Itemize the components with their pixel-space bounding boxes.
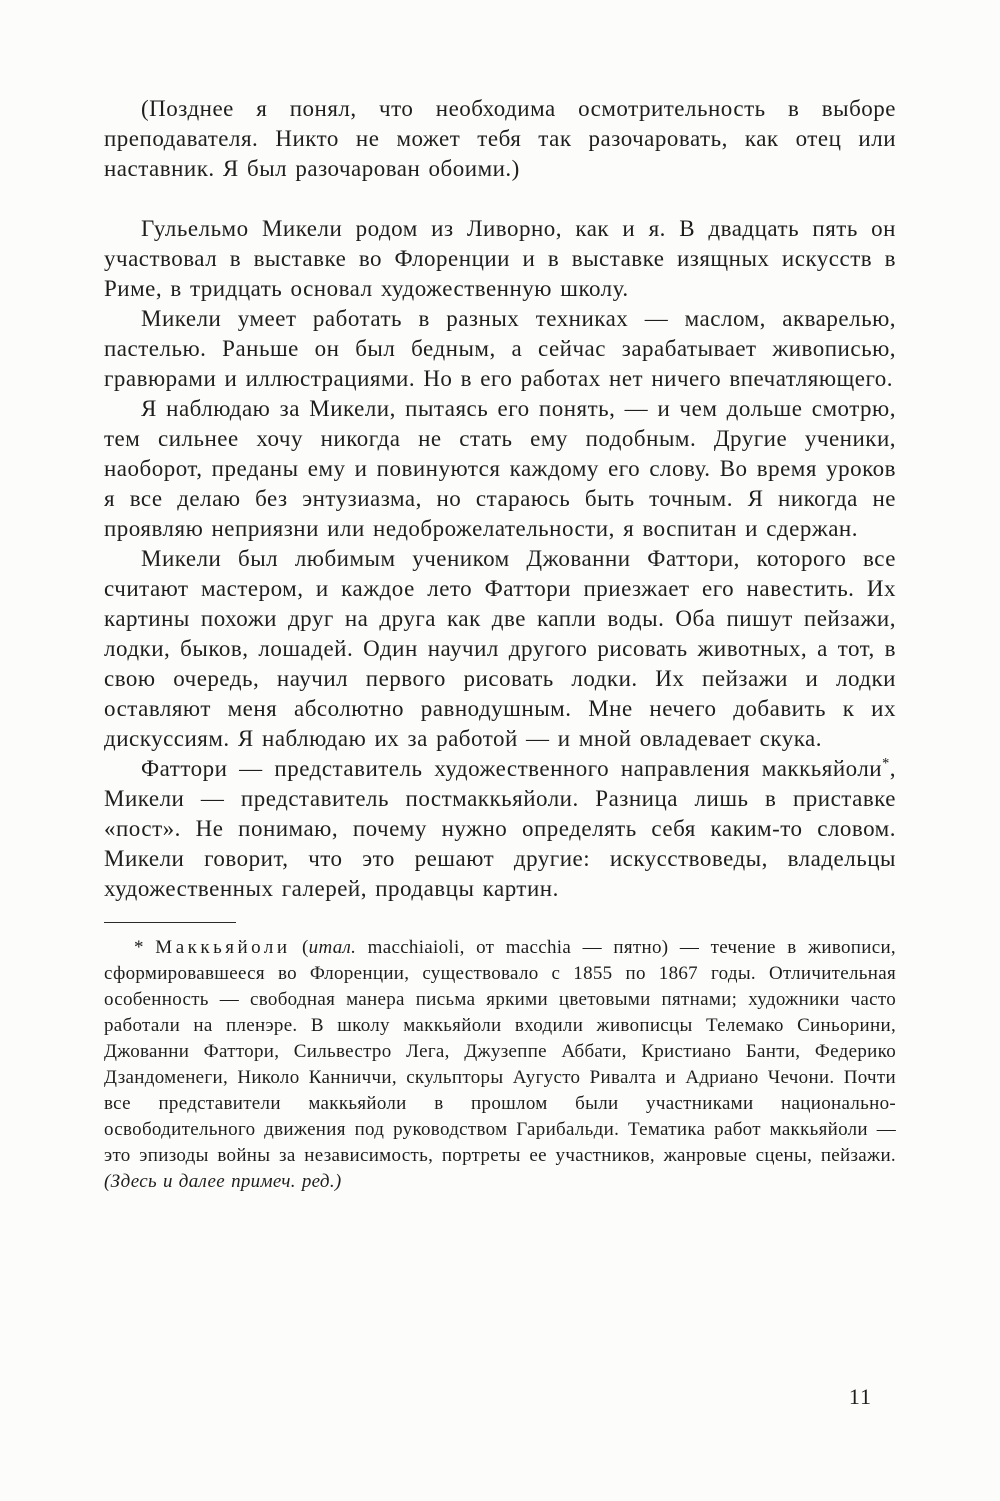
page-number: 11: [848, 1384, 872, 1409]
paragraph-6-text: Фаттори — представитель художественного направления маккьяйоли: [141, 756, 883, 781]
footnote-section: [104, 922, 896, 1195]
paragraph-6-continuation: , Микели — представитель постмаккьяйоли. Разница лишь в приставке «пост». Не понимаю, почему нужно определять себя каким-то словом. Микели говорит, что это решают другие: искусствоведы, владельцы художественных галерей, продавцы картин.: [104, 756, 896, 901]
footnote-open-paren: (: [290, 937, 309, 958]
paragraph-6: [104, 754, 896, 904]
footnote-definition: macchiaioli, от macchia — пятно) — течение в живописи, сформировавшееся во Флоренции, существовало с 1855 по 1867 годы. Отличительная особенность — свободная манера письма яркими цветовыми пятнами; художники часто работали на пленэре. В школу маккьяйоли входили живописцы Телемако Синьорини, Джованни Фаттори, Сильвестро Лега, Джузеппе Аббати, Кристиано Банти, Федерико Дзандоменеги, Николо Канниччи, скульпторы Аугусто Ривалта и Адриано Чечони. Почти все представители маккьяйоли в прошлом были участниками национально-освободительного движения под руководством Гарибальди. Тематика работ маккьяйоли — это эпизоды войны за независимость, портреты ее участников, жанровые сцены, пейзажи.: [104, 937, 896, 1166]
paragraph-4: Я наблюдаю за Микели, пытаясь его понять, — и чем дольше смотрю, тем сильнее хочу никогда не стать ему подобным. Другие ученики, наоборот, преданы ему и повинуются каждому его слову. Во время уроков я все делаю без энтузиазма, но стараюсь быть точным. Я никогда не проявляю неприязни или недоброжелательности, я воспитан и сдержан.: [104, 396, 896, 541]
paragraph-5: Микели был любимым учеником Джованни Фаттори, которого все считают мастером, и каждое лето Фаттори приезжает его навестить. Их картины похожи друг на друга как две капли воды. Оба пишут пейзажи, лодки, быков, лошадей. Один научил другого рисовать животных, а тот, в свою очередь, научил первого рисовать лодки. Их пейзажи и лодки оставляют меня абсолютно равнодушным. Мне нечего добавить к их дискуссиям. Я наблюдаю их за работой — и мной овладевает скука.: [104, 546, 896, 751]
footnote-reference-asterisk: *: [882, 755, 890, 772]
paragraph-3: Микели умеет работать в разных техниках — маслом, акварелью, пастелью. Раньше он был бедным, а сейчас зарабатывает живописью, гравюрами и иллюстрациями. Но в его работах нет ничего впечатляющего.: [104, 306, 896, 391]
footnote-lang-label: итал.: [308, 937, 357, 958]
paragraph-2: Гульельмо Микели родом из Ливорно, как и я. В двадцать пять он участвовал в выставке во Флоренции и в выставке изящных искусств в Риме, в тридцать основал художественную школу.: [104, 216, 896, 301]
footnote-marker: *: [134, 937, 144, 958]
footnote-term: Маккьяйоли: [155, 937, 291, 958]
footnote: [104, 935, 896, 1195]
text-block: [104, 94, 896, 1195]
footnote-separator: [104, 922, 236, 923]
paragraph-1: (Позднее я понял, что необходима осмотрительность в выборе преподавателя. Никто не может тебя так разочаровать, как отец или наставник. Я был разочарован обоими.): [104, 96, 896, 181]
footnote-editor-note: (Здесь и далее примеч. ред.): [104, 1171, 342, 1192]
